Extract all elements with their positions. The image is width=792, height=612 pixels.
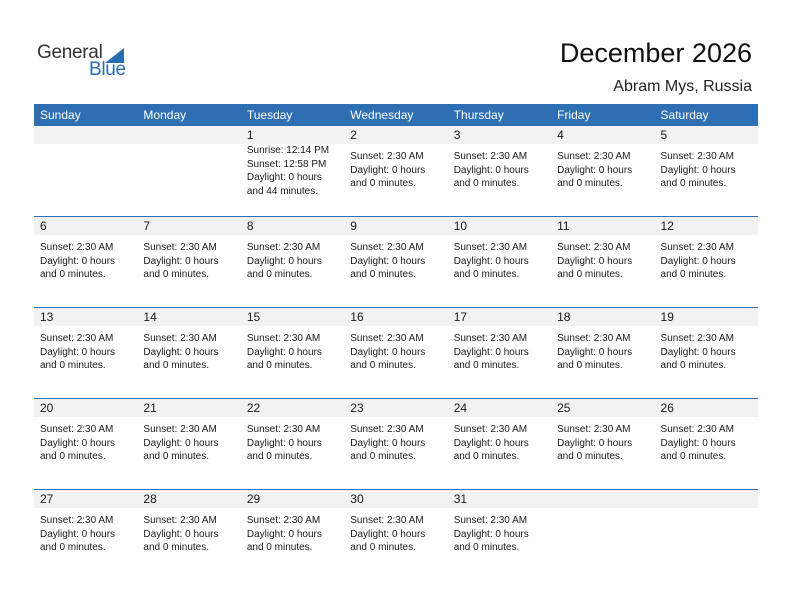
sun-info-line: Sunset: 12:58 PM xyxy=(246,158,327,170)
sun-info-line: Daylight: 0 hours xyxy=(453,528,529,540)
day-sun-info xyxy=(551,326,654,373)
sun-info-line: and 0 minutes. xyxy=(453,360,520,371)
day-sun-info xyxy=(34,235,137,282)
calendar-week xyxy=(34,307,758,398)
sun-info-line: Sunset: 2:30 AM xyxy=(453,151,528,162)
sun-info-line: and 0 minutes. xyxy=(453,269,520,280)
sun-info-line: Sunrise: 12:14 PM xyxy=(246,145,330,156)
day-number: 28 xyxy=(143,492,157,506)
sun-info-line: Sunset: 2:30 AM xyxy=(557,333,631,344)
sun-info-line: Sunset: 2:30 AM xyxy=(143,424,217,435)
day-info-row xyxy=(34,417,758,464)
sun-info-line: Daylight: 0 hours xyxy=(660,255,736,267)
day-sun-info xyxy=(344,144,447,198)
day-info-row xyxy=(34,508,758,555)
sun-info-line: and 0 minutes. xyxy=(557,178,623,189)
sun-info-line: Sunset: 2:30 AM xyxy=(660,424,734,435)
sun-info-line: Daylight: 0 hours xyxy=(246,346,322,358)
sun-info-line: Daylight: 0 hours xyxy=(557,346,633,358)
day-number: 29 xyxy=(246,492,261,506)
sun-info-line: Sunset: 2:30 AM xyxy=(453,242,528,253)
logo-text-general: General xyxy=(37,42,103,63)
sun-info-line: Daylight: 0 hours xyxy=(143,437,219,449)
sun-info-line: Daylight: 0 hours xyxy=(246,437,322,449)
sun-info-line: and 0 minutes. xyxy=(246,269,313,280)
sun-info-line: Daylight: 0 hours xyxy=(40,255,116,267)
day-sun-info xyxy=(655,235,758,282)
sun-info-line: Sunset: 2:30 AM xyxy=(660,333,734,344)
day-sun-info xyxy=(34,326,137,373)
sun-info-line: Sunset: 2:30 AM xyxy=(40,333,114,344)
sun-info-line: and 0 minutes. xyxy=(660,451,727,462)
day-sun-info xyxy=(241,326,344,373)
weekday-tuesday: Tuesday xyxy=(246,108,293,122)
day-sun-info xyxy=(344,508,447,555)
page-title: December 2026 xyxy=(559,38,752,68)
calendar-week xyxy=(34,398,758,489)
sun-info-line: Daylight: 0 hours xyxy=(350,528,426,540)
calendar-week xyxy=(34,216,758,307)
day-info-row xyxy=(34,235,758,282)
weekday-wednesday: Wednesday xyxy=(350,108,414,122)
sun-info-line: and 0 minutes. xyxy=(557,360,623,371)
day-sun-info xyxy=(655,508,758,555)
day-sun-info xyxy=(34,508,137,555)
sun-info-line: Sunset: 2:30 AM xyxy=(453,515,528,526)
sun-info-line: Sunset: 2:30 AM xyxy=(350,151,424,162)
day-sun-info xyxy=(655,326,758,373)
sun-info-line: Sunset: 2:30 AM xyxy=(350,424,424,435)
sun-info-line: Daylight: 0 hours xyxy=(246,172,322,183)
day-sun-info xyxy=(137,508,240,555)
day-number: 27 xyxy=(40,492,54,506)
day-sun-info xyxy=(551,417,654,464)
day-number: 12 xyxy=(660,219,674,233)
sun-info-line: and 0 minutes. xyxy=(557,269,623,280)
day-number: 4 xyxy=(557,128,564,142)
sun-info-line: Sunset: 2:30 AM xyxy=(557,424,631,435)
day-number: 15 xyxy=(246,310,261,324)
sun-info-line: and 0 minutes. xyxy=(453,542,520,553)
day-number: 10 xyxy=(453,219,468,233)
day-number xyxy=(655,490,758,508)
sun-info-line: Sunset: 2:30 AM xyxy=(660,151,734,162)
sun-info-line: Daylight: 0 hours xyxy=(453,164,529,176)
sun-info-line: Sunset: 2:30 AM xyxy=(143,242,217,253)
generalblue-logo xyxy=(37,42,137,82)
sun-info-line: Sunset: 2:30 AM xyxy=(143,333,217,344)
sun-info-line: Daylight: 0 hours xyxy=(350,164,426,176)
calendar-week xyxy=(34,126,758,216)
sun-info-line: Sunset: 2:30 AM xyxy=(557,151,631,162)
sun-info-line: and 0 minutes. xyxy=(246,360,313,371)
weekday-sunday: Sunday xyxy=(40,108,81,122)
day-sun-info xyxy=(241,417,344,464)
sun-info-line: Daylight: 0 hours xyxy=(453,437,529,449)
day-info-row xyxy=(34,144,758,198)
sun-info-line: Daylight: 0 hours xyxy=(557,255,633,267)
day-sun-info xyxy=(34,417,137,464)
weekday-saturday: Saturday xyxy=(660,108,709,122)
sun-info-line: Daylight: 0 hours xyxy=(40,437,116,449)
calendar-week xyxy=(34,489,758,580)
sun-info-line: and 0 minutes. xyxy=(40,542,106,553)
day-number: 18 xyxy=(557,310,571,324)
day-sun-info xyxy=(551,508,654,555)
sun-info-line: and 0 minutes. xyxy=(143,269,210,280)
sun-info-line: Sunset: 2:30 AM xyxy=(246,424,321,435)
logo-text-blue: Blue xyxy=(89,59,126,80)
sun-info-line: and 0 minutes. xyxy=(246,542,313,553)
day-sun-info xyxy=(241,508,344,555)
day-sun-info xyxy=(448,144,551,198)
day-number: 31 xyxy=(453,492,468,506)
sun-info-line: Daylight: 0 hours xyxy=(246,255,322,267)
day-number xyxy=(137,126,240,144)
day-sun-info xyxy=(551,235,654,282)
day-info-row xyxy=(34,326,758,373)
sun-info-line: Sunset: 2:30 AM xyxy=(40,242,114,253)
day-number: 24 xyxy=(453,401,468,415)
day-number: 20 xyxy=(40,401,54,415)
weekday-monday: Monday xyxy=(143,108,187,122)
day-number-row xyxy=(34,490,758,508)
day-number: 14 xyxy=(143,310,157,324)
day-number: 23 xyxy=(350,401,364,415)
sun-info-line: Sunset: 2:30 AM xyxy=(143,515,217,526)
sun-info-line: Sunset: 2:30 AM xyxy=(350,242,424,253)
day-number-row xyxy=(34,217,758,235)
sun-info-line: and 0 minutes. xyxy=(350,178,416,189)
day-sun-info xyxy=(344,417,447,464)
day-number: 30 xyxy=(350,492,364,506)
sun-info-line: Sunset: 2:30 AM xyxy=(40,515,114,526)
sun-info-line: Daylight: 0 hours xyxy=(350,346,426,358)
sun-info-line: Daylight: 0 hours xyxy=(350,255,426,267)
sun-info-line: Daylight: 0 hours xyxy=(143,255,219,267)
sun-info-line: Daylight: 0 hours xyxy=(40,528,116,540)
sun-info-line: Daylight: 0 hours xyxy=(143,346,219,358)
day-sun-info xyxy=(241,144,344,198)
day-sun-info xyxy=(241,235,344,282)
day-number: 16 xyxy=(350,310,364,324)
sun-info-line: Daylight: 0 hours xyxy=(143,528,219,540)
sun-info-line: Daylight: 0 hours xyxy=(453,255,529,267)
sun-info-line: and 0 minutes. xyxy=(453,178,520,189)
day-number xyxy=(551,490,654,508)
sun-info-line: Daylight: 0 hours xyxy=(453,346,529,358)
sun-info-line: Sunset: 2:30 AM xyxy=(350,515,424,526)
day-sun-info xyxy=(655,144,758,198)
sun-info-line: and 0 minutes. xyxy=(350,542,416,553)
day-sun-info xyxy=(344,235,447,282)
day-sun-info xyxy=(137,144,240,198)
day-sun-info xyxy=(344,326,447,373)
sun-info-line: Sunset: 2:30 AM xyxy=(350,333,424,344)
sun-info-line: Daylight: 0 hours xyxy=(660,346,736,358)
day-number-row xyxy=(34,126,758,144)
sun-info-line: and 0 minutes. xyxy=(40,451,106,462)
day-number: 19 xyxy=(660,310,674,324)
sun-info-line: Sunset: 2:30 AM xyxy=(40,424,114,435)
sun-info-line: Sunset: 2:30 AM xyxy=(246,333,321,344)
weekday-header xyxy=(34,104,758,126)
day-number: 22 xyxy=(246,401,261,415)
day-number: 9 xyxy=(350,219,357,233)
day-sun-info xyxy=(655,417,758,464)
sun-info-line: and 0 minutes. xyxy=(660,178,727,189)
day-number: 7 xyxy=(143,219,151,233)
sun-info-line: Daylight: 0 hours xyxy=(350,437,426,449)
day-sun-info xyxy=(137,417,240,464)
sun-info-line: and 0 minutes. xyxy=(660,360,727,371)
day-number xyxy=(34,126,137,144)
day-number: 8 xyxy=(246,219,254,233)
sun-info-line: Daylight: 0 hours xyxy=(246,528,322,540)
sun-info-line: Daylight: 0 hours xyxy=(40,346,116,358)
day-sun-info xyxy=(34,144,137,198)
day-number: 13 xyxy=(40,310,54,324)
calendar-weeks xyxy=(34,126,758,580)
sun-info-line: and 0 minutes. xyxy=(350,269,416,280)
day-number: 25 xyxy=(557,401,571,415)
day-sun-info xyxy=(448,326,551,373)
sun-info-line: and 0 minutes. xyxy=(350,451,416,462)
sun-info-line: and 0 minutes. xyxy=(143,451,210,462)
day-number: 1 xyxy=(246,128,254,142)
day-number-row xyxy=(34,308,758,326)
weekday-friday: Friday xyxy=(557,108,591,122)
sun-info-line: and 0 minutes. xyxy=(143,360,210,371)
day-number: 2 xyxy=(350,128,357,142)
day-sun-info xyxy=(551,144,654,198)
sun-info-line: and 0 minutes. xyxy=(40,269,106,280)
day-number: 6 xyxy=(40,219,47,233)
sun-info-line: and 0 minutes. xyxy=(246,451,313,462)
sun-info-line: Sunset: 2:30 AM xyxy=(246,242,321,253)
day-sun-info xyxy=(448,235,551,282)
sun-info-line: Daylight: 0 hours xyxy=(557,437,633,449)
day-sun-info xyxy=(448,508,551,555)
sun-info-line: Sunset: 2:30 AM xyxy=(246,515,321,526)
sun-info-line: Sunset: 2:30 AM xyxy=(557,242,631,253)
day-number: 26 xyxy=(660,401,674,415)
location-subtitle: Abram Mys, Russia xyxy=(613,78,752,95)
day-number: 17 xyxy=(453,310,468,324)
sun-info-line: Sunset: 2:30 AM xyxy=(453,424,528,435)
sun-info-line: Daylight: 0 hours xyxy=(557,164,633,176)
sun-info-line: and 0 minutes. xyxy=(557,451,623,462)
sun-info-line: and 0 minutes. xyxy=(350,360,416,371)
sun-info-line: Sunset: 2:30 AM xyxy=(660,242,734,253)
weekday-thursday: Thursday xyxy=(453,108,504,122)
sun-info-line: and 0 minutes. xyxy=(40,360,106,371)
day-sun-info xyxy=(137,326,240,373)
sun-info-line: Daylight: 0 hours xyxy=(660,164,736,176)
calendar-grid xyxy=(34,104,758,580)
sun-info-line: and 44 minutes. xyxy=(246,185,319,197)
day-number: 3 xyxy=(453,128,461,142)
sun-info-line: and 0 minutes. xyxy=(453,451,520,462)
sun-info-line: and 0 minutes. xyxy=(660,269,727,280)
day-sun-info xyxy=(448,417,551,464)
sun-info-line: Daylight: 0 hours xyxy=(660,437,736,449)
day-number: 5 xyxy=(660,128,668,142)
day-number-row xyxy=(34,399,758,417)
day-sun-info xyxy=(137,235,240,282)
day-number: 21 xyxy=(143,401,157,415)
day-number: 11 xyxy=(557,219,570,233)
sun-info-line: Sunset: 2:30 AM xyxy=(453,333,528,344)
sun-info-line: and 0 minutes. xyxy=(143,542,210,553)
